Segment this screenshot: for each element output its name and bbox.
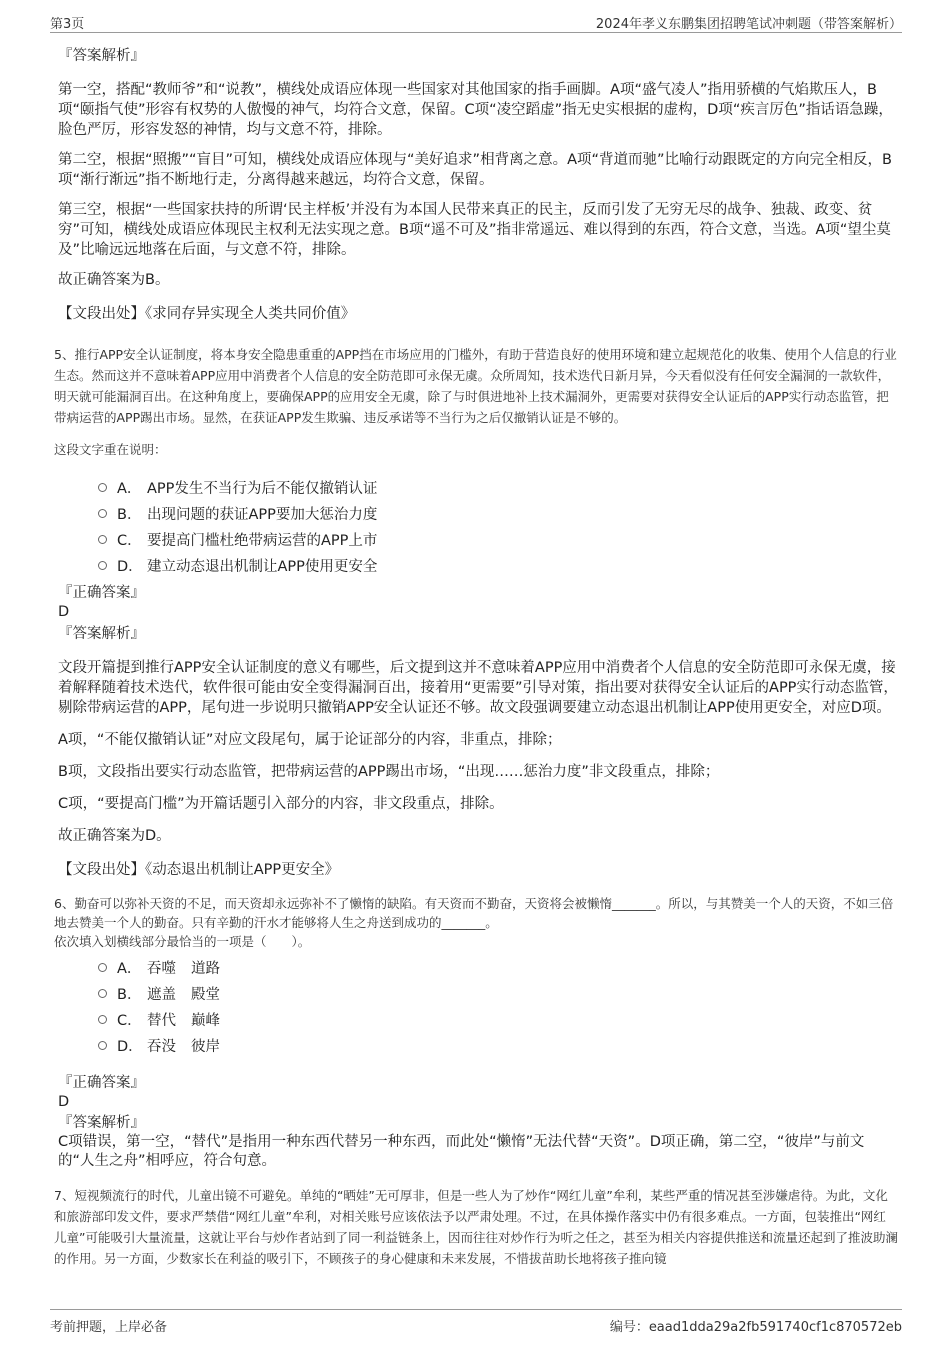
q6-option-d[interactable]	[98, 1032, 898, 1058]
option-word-1: 替代	[147, 1012, 176, 1029]
q5-conclusion: 故正确答案为D。	[58, 828, 171, 844]
q5-correct-label: 『正确答案』	[58, 585, 145, 601]
option-letter: A．	[117, 480, 142, 497]
page-footer	[50, 1309, 902, 1334]
q7-stem: 7、短视频流行的时代，儿童出镜不可避免。单纯的“晒娃”无可厚非，但是一些人为了炒作“网红儿童”牟利，某些严重的情况甚至涉嫌虐待。为此，文化和旅游部印发文件，要求严禁借“网红儿童”牟利，对相关账号应该依法予以严肃处理。不过，在具体操作落实中仍有很多难点。一方面，包装推出“网红儿童”可能吸引大量流量，这就让平台与炒作者站到了同一利益链条上，因而往往对炒作行为听之任之，甚至为相关内容提供推送和流量还起到了推波助澜的作用。另一方面，少数家长在利益的吸引下，不顾孩子的身心健康和未来发展，不惜拔苗助长地将孩子推向镜	[54, 1188, 898, 1266]
radio-button[interactable]	[98, 1015, 107, 1024]
option-letter: C．	[117, 1012, 142, 1029]
page-number: 第3页	[50, 17, 85, 32]
radio-button[interactable]	[98, 1041, 107, 1050]
q4-analysis-para-1: 第一空，搭配“教师爷”和“说教”，横线处成语应体现一些国家对其他国家的指手画脚。A项“盛气凌人”指用骄横的气焰欺压人，B项“颐指气使”形容有权势的人傲慢的神气，均符合文意，保留。C项“凌空蹈虚”指无史实根据的虚构，D项“疾言厉色”指话语急躁，脸色严厉，形容发怒的神情，均与文意不符，排除。	[58, 82, 893, 138]
option-letter: D．	[117, 558, 143, 575]
option-word-2: 彼岸	[191, 1038, 220, 1055]
q5-options	[98, 474, 898, 578]
radio-button[interactable]	[98, 989, 107, 998]
page-header	[50, 10, 902, 33]
q5-option-b[interactable]	[98, 500, 898, 526]
option-word-2: 道路	[191, 960, 220, 977]
q6-option-c[interactable]	[98, 1006, 898, 1032]
option-word-2: 巅峰	[191, 1012, 220, 1029]
q6-stem: 6、勤奋可以弥补天资的不足，而天资却永远弥补不了懒惰的缺陷。有天资而不勤奋，天资将会被懒惰_______。所以，与其赞美一个人的天资，不如三倍地去赞美一个人的勤奋。只有辛勤的汗水才能够将人生之舟送到成功的_______。	[54, 896, 894, 930]
option-text: 建立动态退出机制让APP使用更安全	[147, 558, 378, 575]
footer-slogan: 考前押题，上岸必备	[50, 1320, 168, 1335]
q6-options	[98, 954, 898, 1058]
q5-analysis-para-2: A项，“不能仅撤销认证”对应文段尾句，属于论证部分的内容，非重点，排除；	[58, 732, 562, 748]
q6-correct-answer: D	[58, 1094, 70, 1110]
radio-button[interactable]	[98, 483, 107, 492]
option-text: 要提高门槛杜绝带病运营的APP上市	[147, 532, 378, 549]
q6-analysis-label: 『答案解析』	[58, 1115, 145, 1131]
q6-option-a[interactable]	[98, 954, 898, 980]
document-title: 2024年孝义东鹏集团招聘笔试冲刺题（带答案解析）	[595, 17, 902, 32]
q5-analysis-para-1: 文段开篇提到推行APP安全认证制度的意义有哪些，后文提到这并不意味着APP应用中消费者个人信息的安全防范即可永保无虞，接着解释随着技术迭代，软件很可能由安全变得漏洞百出，接着用“更需要”引导对策，指出要对获得安全认证后的APP实行动态监管，剔除带病运营的APP，尾句进一步说明只撤销APP安全认证还不够。故文段强调要建立动态退出机制让APP使用更安全，对应D项。	[58, 660, 898, 716]
q6-option-b[interactable]	[98, 980, 898, 1006]
q5-stem: 5、推行APP安全认证制度，将本身安全隐患重重的APP挡在市场应用的门槛外，有助于营造良好的使用环境和建立起规范化的收集、使用个人信息的行业生态。然而这并不意味着APP应用中消费者个人信息的安全防范即可永保无虞。众所周知，技术迭代日新月异，今天看似没有任何安全漏洞的一款软件，明天就可能漏洞百出。在这种角度上，要确保APP的应用安全无虞，除了与时俱进地补上技术漏洞外，更需要对获得安全认证后的APP实行动态监管，把带病运营的APP踢出市场。显然，在获证APP发生欺骗、违反承诺等不当行为之后仅撤销认证是不够的。	[54, 347, 897, 425]
option-letter: B．	[117, 506, 142, 523]
option-word-1: 遮盖	[147, 986, 176, 1003]
option-letter: D．	[117, 1038, 143, 1055]
q4-analysis-para-3: 第三空，根据“一些国家扶持的所谓‘民主样板’并没有为本国人民带来真正的民主，反而引发了无穷无尽的战争、独裁、政变、贫穷”可知，横线处成语应体现民主权利无法实现之意。B项“遥不可及”指非常遥远、难以得到的东西，符合文意，当选。A项“望尘莫及”比喻远远地落在后面，与文意不符，排除。	[58, 202, 891, 258]
q6-prompt: 依次填入划横线部分最恰当的一项是（ ）。	[54, 934, 311, 949]
option-text: 出现问题的获证APP要加大惩治力度	[147, 506, 378, 523]
q5-analysis-para-3: B项，文段指出要实行动态监管，把带病运营的APP踢出市场，“出现……惩治力度”非文段重点，排除；	[58, 764, 720, 780]
option-letter: A．	[117, 960, 142, 977]
radio-button[interactable]	[98, 509, 107, 518]
q5-source: 【文段出处】《动态退出机制让APP更安全》	[58, 862, 340, 878]
option-text: APP发生不当行为后不能仅撤销认证	[147, 480, 378, 497]
q4-analysis-para-2: 第二空，根据“照搬”“盲目”可知，横线处成语应体现与“美好追求”相背离之意。A项“背道而驰”比喻行动跟既定的方向完全相反，B项“渐行渐远”指不断地行走，分离得越来越远，均符合文意，保留。	[58, 152, 892, 188]
q6-analysis: C项错误，第一空，“替代”是指用一种东西代替另一种东西，而此处“懒惰”无法代替“天资”。D项正确，第二空，“彼岸”与前文的“人生之舟”相呼应，符合句意。	[58, 1134, 865, 1169]
q6-correct-label: 『正确答案』	[58, 1075, 145, 1091]
q5-prompt: 这段文字重在说明：	[54, 442, 167, 457]
document-body	[54, 46, 898, 1269]
radio-button[interactable]	[98, 535, 107, 544]
q4-analysis-label: 『答案解析』	[58, 48, 145, 64]
radio-button[interactable]	[98, 963, 107, 972]
q5-option-d[interactable]	[98, 552, 898, 578]
q5-correct-answer: D	[58, 604, 70, 620]
option-letter: C．	[117, 532, 142, 549]
option-word-1: 吞噬	[147, 960, 176, 977]
q5-option-a[interactable]	[98, 474, 898, 500]
q4-conclusion: 故正确答案为B。	[58, 272, 170, 288]
q5-option-c[interactable]	[98, 526, 898, 552]
option-letter: B．	[117, 986, 142, 1003]
q5-analysis-para-4: C项，“要提高门槛”为开篇话题引入部分的内容，非文段重点，排除。	[58, 796, 504, 812]
q5-analysis-label: 『答案解析』	[58, 626, 145, 642]
radio-button[interactable]	[98, 561, 107, 570]
document-code: 编号：eaad1dda29a2fb591740cf1c870572eb	[609, 1320, 902, 1335]
option-word-2: 殿堂	[191, 986, 220, 1003]
q4-source: 【文段出处】《求同存异实现全人类共同价值》	[58, 306, 356, 322]
option-word-1: 吞没	[147, 1038, 176, 1055]
